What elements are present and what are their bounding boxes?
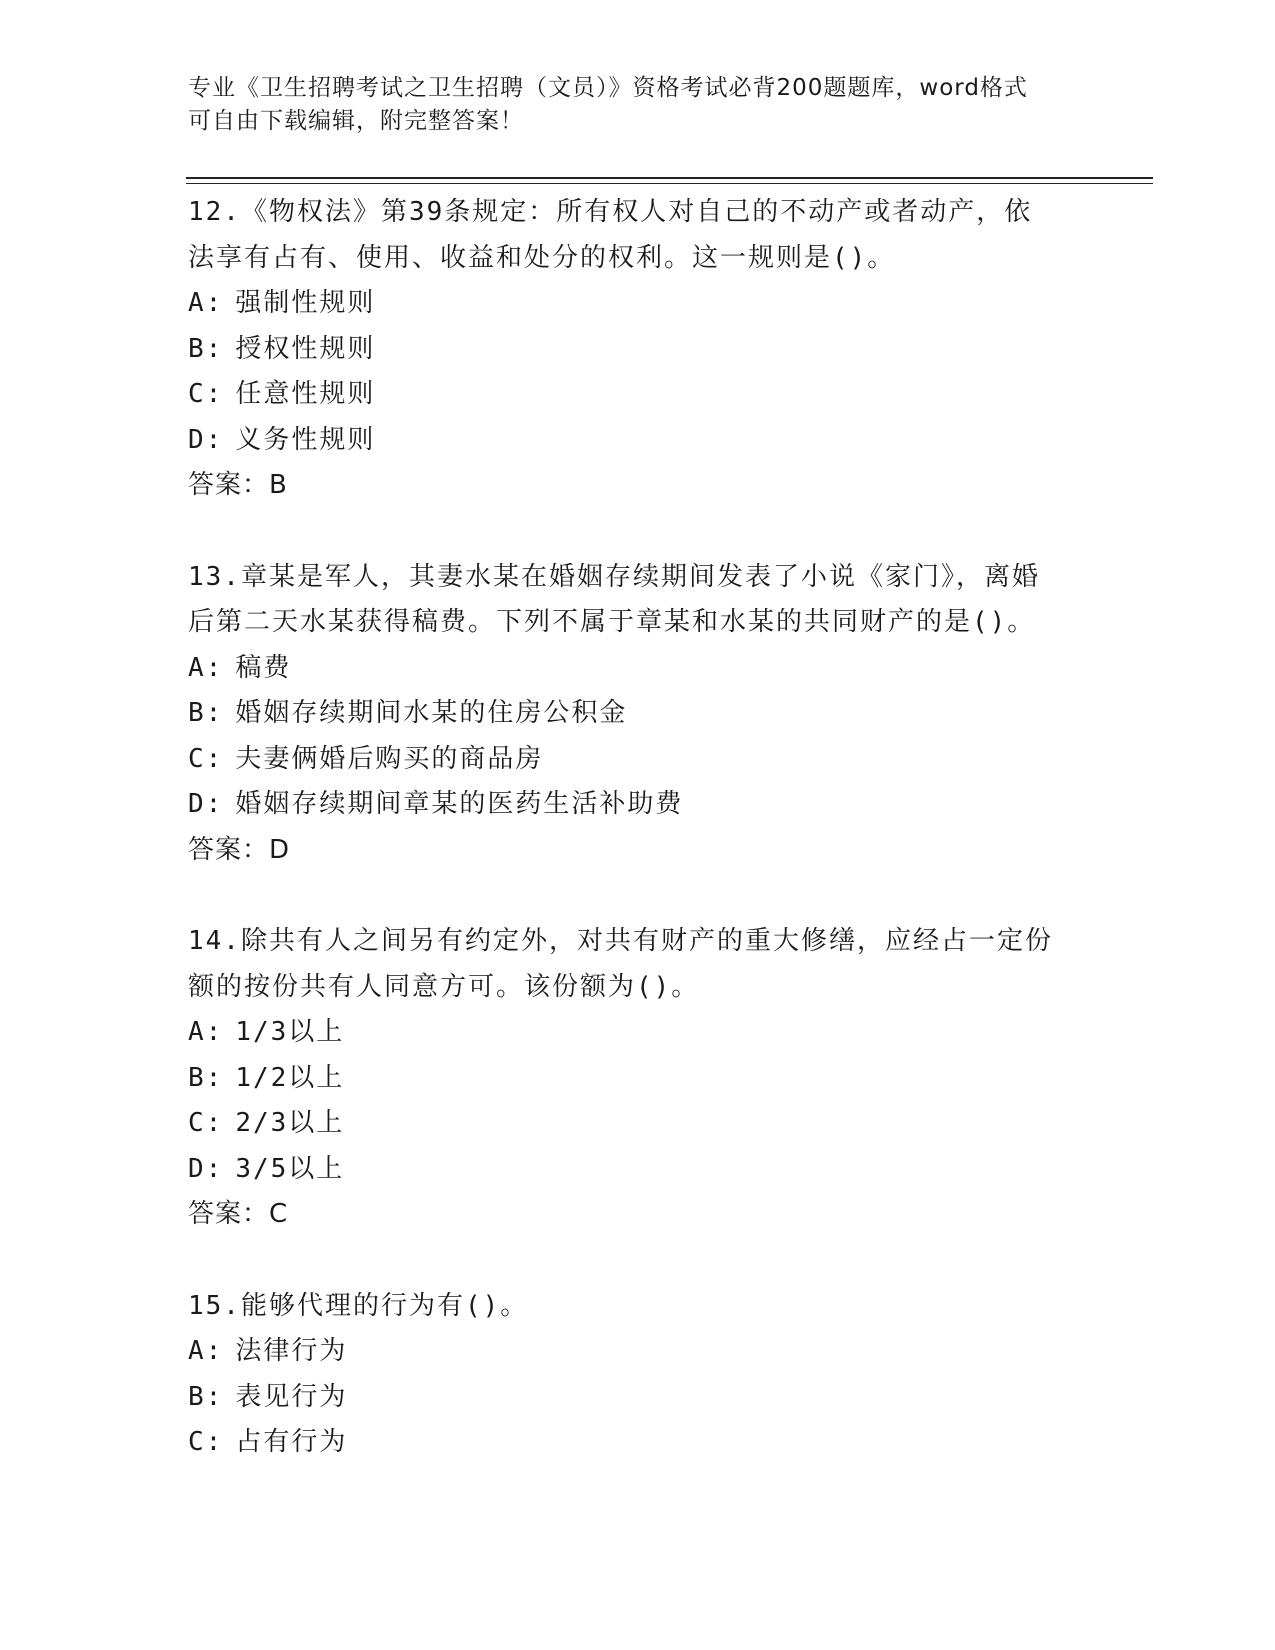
option-label: C: — [188, 743, 224, 774]
option-label: D: — [188, 424, 224, 455]
option-text: 法律行为 — [235, 1336, 348, 1366]
answer-key: 答案：D — [188, 834, 291, 865]
question-text: 后第二天水某获得稿费。下列不属于章某和水某的共同财产的是()。 — [188, 607, 1036, 637]
answer-option — [188, 737, 1088, 783]
answer-key: 答案：B — [188, 470, 288, 500]
answer-option — [188, 1420, 1088, 1466]
question-list — [188, 190, 1088, 1512]
option-text: 稿费 — [235, 652, 292, 683]
option-label: C: — [188, 379, 224, 409]
answer-option — [188, 1101, 1088, 1147]
option-label: A: — [188, 288, 224, 318]
option-label: C: — [188, 1108, 224, 1138]
option-text: 1/2以上 — [235, 1062, 345, 1093]
option-label: B: — [188, 698, 224, 728]
question-block — [188, 919, 1088, 1238]
answer-option — [188, 1375, 1088, 1421]
question-block — [188, 190, 1088, 509]
option-text: 授权性规则 — [235, 333, 376, 364]
question-text: 额的按份共有人同意方可。该份额为()。 — [188, 971, 700, 1002]
question-text: 15.能够代理的行为有()。 — [188, 1290, 529, 1321]
header-divider-thick — [186, 177, 1153, 179]
answer-option — [188, 1010, 1088, 1056]
option-label: B: — [188, 333, 224, 364]
answer-option — [188, 418, 1088, 464]
answer-option — [188, 1329, 1088, 1375]
answer-option — [188, 782, 1088, 828]
option-text: 3/5以上 — [235, 1153, 345, 1184]
answer-option — [188, 1147, 1088, 1193]
option-text: 夫妻俩婚后购买的商品房 — [235, 743, 544, 774]
question-text: 法享有占有、使用、收益和处分的权利。这一规则是()。 — [188, 242, 896, 273]
option-text: 表见行为 — [235, 1381, 348, 1412]
option-label: A: — [188, 652, 224, 683]
answer-key: 答案：C — [188, 1199, 289, 1229]
answer-option — [188, 691, 1088, 737]
answer-option — [188, 281, 1088, 327]
question-block — [188, 555, 1088, 874]
option-label: D: — [188, 789, 224, 819]
option-text: 义务性规则 — [235, 424, 376, 455]
header-line-1: 专业《卫生招聘考试之卫生招聘（文员）》资格考试必背200题题库，word格式 — [188, 75, 1028, 101]
option-label: C: — [188, 1427, 224, 1457]
option-label: A: — [188, 1017, 224, 1047]
option-label: B: — [188, 1062, 224, 1093]
answer-option — [188, 646, 1088, 692]
option-label: D: — [188, 1153, 224, 1184]
option-label: B: — [188, 1381, 224, 1412]
header-line-2: 可自由下载编辑，附完整答案！ — [188, 108, 524, 134]
option-text: 占有行为 — [235, 1427, 348, 1457]
question-text: 12.《物权法》第39条规定：所有权人对自己的不动产或者动产，依 — [188, 197, 1033, 227]
question-text: 14.除共有人之间另有约定外，对共有财产的重大修缮，应经占一定份 — [188, 926, 1053, 956]
answer-option — [188, 372, 1088, 418]
option-text: 婚姻存续期间章某的医药生活补助费 — [235, 789, 684, 819]
option-text: 婚姻存续期间水某的住房公积金 — [235, 698, 628, 728]
question-text: 13.章某是军人，其妻水某在婚姻存续期间发表了小说《家门》，离婚 — [188, 561, 1040, 592]
document-header — [188, 72, 1068, 138]
option-label: A: — [188, 1336, 224, 1366]
answer-option — [188, 327, 1088, 373]
answer-option — [188, 1056, 1088, 1102]
option-text: 1/3以上 — [235, 1017, 345, 1047]
option-text: 强制性规则 — [235, 288, 376, 318]
option-text: 2/3以上 — [235, 1108, 345, 1138]
header-divider-thin — [186, 183, 1153, 184]
option-text: 任意性规则 — [235, 379, 376, 409]
question-block — [188, 1284, 1088, 1466]
